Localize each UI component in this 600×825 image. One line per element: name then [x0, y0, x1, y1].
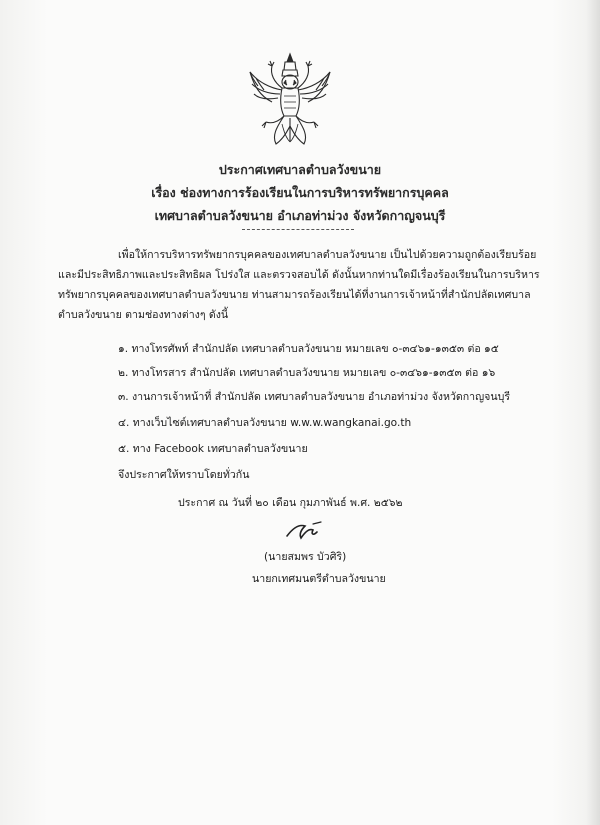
paragraph-line: ทรัพยากรบุคคลของเทศบาลตำบลวังขนาย ท่านสามารถร้องเรียนได้ที่งานการเจ้าหน้าที่สำนักปลัดเทศบาล	[58, 289, 531, 301]
paragraph-line: และมีประสิทธิภาพและประสิทธิผล โปร่งใส และตรวจสอบได้ ดังนั้นหากท่านใดมีเรื่องร้องเรียนในการบริหาร	[58, 269, 540, 281]
signature-mark	[283, 518, 331, 544]
announcement-subject: เรื่อง ช่องทางการร้องเรียนในการบริหารทรัพยากรบุคคล	[151, 185, 449, 200]
channel-item-office: ๓. งานการเจ้าหน้าที่ สำนักปลัด เทศบาลตำบลวังขนาย อำเภอท่าม่วง จังหวัดกาญจนบุรี	[118, 391, 511, 403]
announcement-title: ประกาศเทศบาลตำบลวังขนาย	[218, 162, 382, 177]
closing-statement: จึงประกาศให้ทราบโดยทั่วกัน	[118, 469, 250, 481]
announcement-organization: เทศบาลตำบลวังขนาย อำเภอท่าม่วง จังหวัดกาญจนบุรี	[154, 208, 446, 223]
paragraph-line: เพื่อให้การบริหารทรัพยากรบุคคลของเทศบาลตำบลวังขนาย เป็นไปด้วยความถูกต้องเรียบร้อย	[118, 249, 537, 261]
channel-item-facebook: ๕. ทาง Facebook เทศบาลตำบลวังขนาย	[118, 443, 308, 455]
title-divider	[242, 229, 354, 230]
signatory-position: นายกเทศมนตรีตำบลวังขนาย	[252, 573, 386, 585]
paragraph-line: ตำบลวังขนาย ตามช่องทางต่างๆ ดังนี้	[58, 309, 229, 321]
channel-item-fax: ๒. ทางโทรสาร สำนักปลัด เทศบาลตำบลวังขนาย หมายเลข ๐-๓๔๖๑-๑๓๕๓ ต่อ ๑๖	[118, 367, 496, 379]
channel-item-phone: ๑. ทางโทรศัพท์ สำนักปลัด เทศบาลตำบลวังขนาย หมายเลข ๐-๓๔๖๑-๑๓๕๓ ต่อ ๑๕	[118, 343, 499, 355]
signatory-name: (นายสมพร บัวศิริ)	[264, 551, 347, 563]
announcement-date: ประกาศ ณ วันที่ ๒๐ เดือน กุมภาพันธ์ พ.ศ. ๒๕๖๒	[178, 497, 403, 509]
channel-item-website: ๔. ทางเว็บไซต์เทศบาลตำบลวังขนาย w.w.w.wangkanai.go.th	[118, 417, 412, 429]
garuda-emblem-icon	[246, 52, 334, 148]
page-edge-shadow	[586, 0, 600, 825]
